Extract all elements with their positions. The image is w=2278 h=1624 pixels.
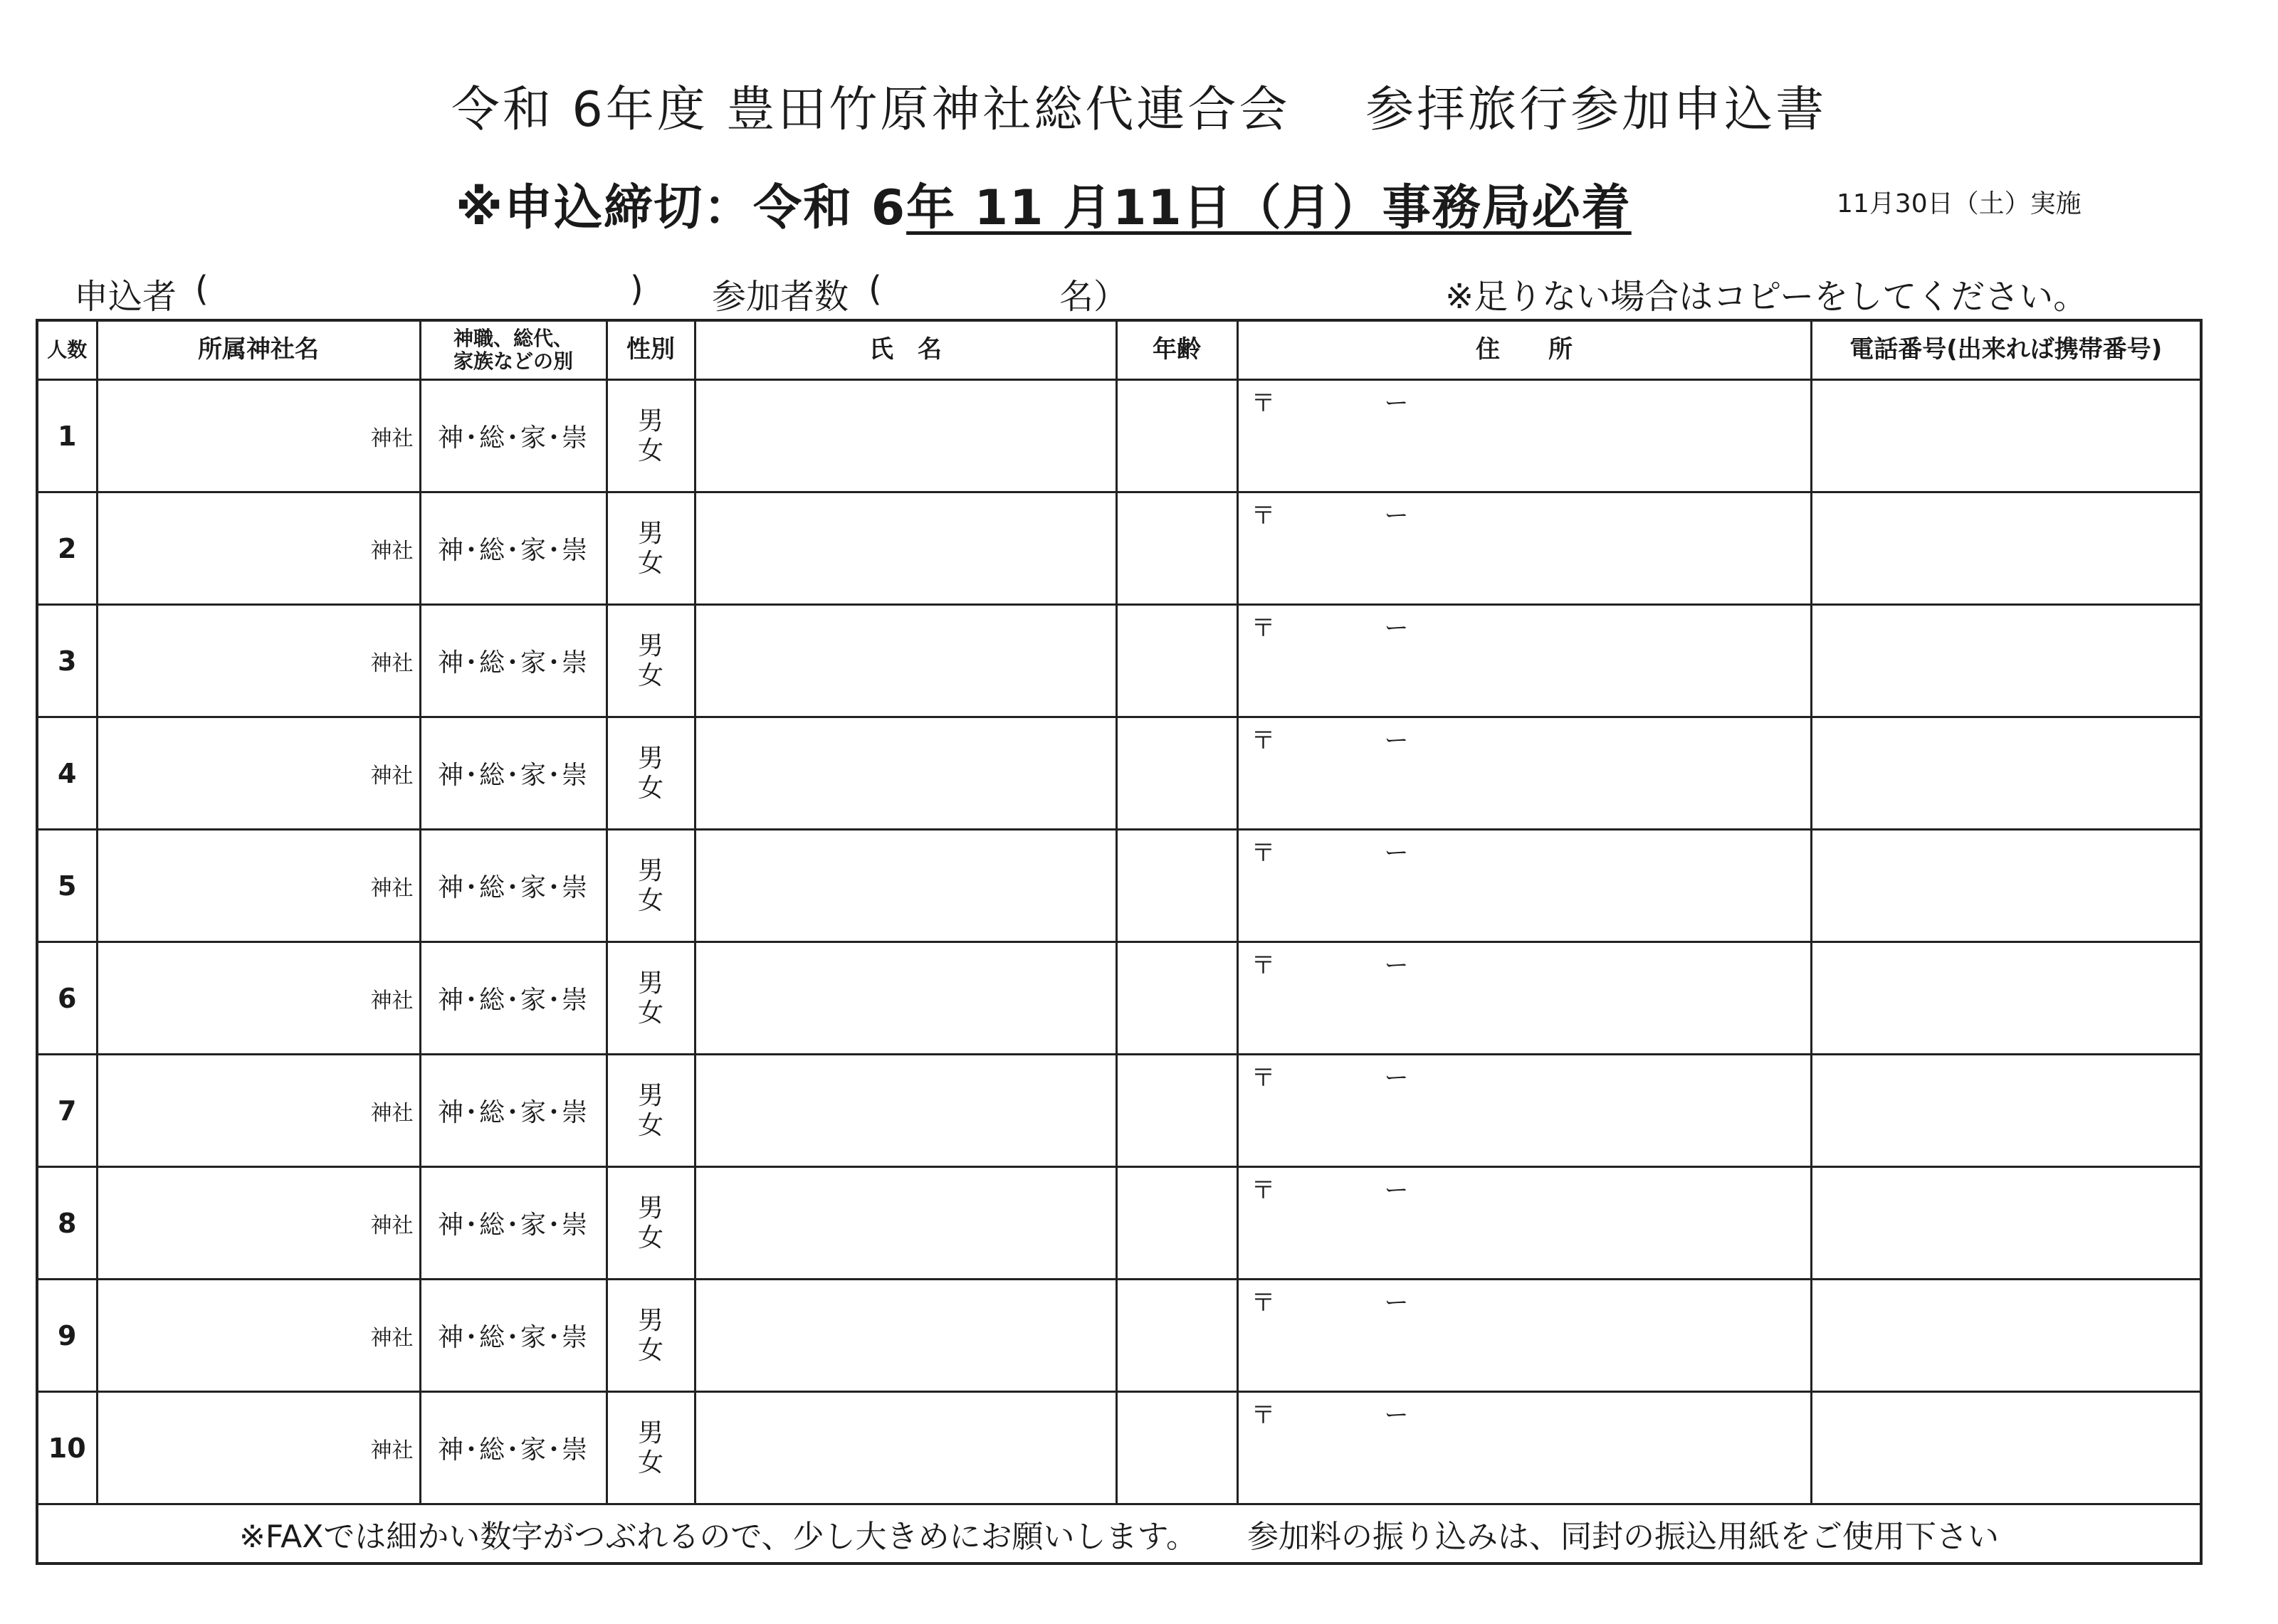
phone-field[interactable] <box>1811 830 2201 942</box>
row-number: 8 <box>37 1167 97 1280</box>
role-field[interactable] <box>420 942 607 1055</box>
address-field[interactable] <box>1237 830 1811 942</box>
role-field[interactable] <box>420 830 607 942</box>
sex-field[interactable] <box>607 1055 695 1167</box>
role-options: 神･総･家･崇 <box>437 761 589 790</box>
table-row <box>37 1167 2201 1280</box>
sex-male: 男 <box>637 631 663 661</box>
postal-dash: ー <box>1384 1064 1409 1092</box>
row-number: 5 <box>37 830 97 942</box>
postal-dash: ー <box>1384 727 1409 755</box>
sex-male: 男 <box>637 406 663 436</box>
row-number: 4 <box>37 717 97 830</box>
role-options: 神･総･家･崇 <box>437 648 589 677</box>
role-field[interactable] <box>420 1392 607 1504</box>
row-number: 10 <box>37 1392 97 1504</box>
age-field[interactable] <box>1116 830 1237 942</box>
phone-field[interactable] <box>1811 380 2201 492</box>
fax-note: ※FAXでは細かい数字がつぶれるので、少し大きめにお願いします。 <box>239 1519 1197 1555</box>
table-row <box>37 605 2201 717</box>
participants-open-paren: ( <box>868 269 882 309</box>
footer-notes <box>37 1504 2201 1564</box>
shrine-name-field[interactable] <box>97 942 420 1055</box>
shrine-suffix: 神社 <box>370 763 414 789</box>
header-age: 年齢 <box>1116 320 1237 380</box>
role-field[interactable] <box>420 1055 607 1167</box>
shrine-suffix: 神社 <box>370 650 414 676</box>
role-options: 神･総･家･崇 <box>437 1323 589 1352</box>
participants-unit: 名） <box>1059 277 1128 317</box>
role-field[interactable] <box>420 1280 607 1392</box>
header-sex: 性別 <box>607 320 695 380</box>
postal-mark: 〒 <box>1251 951 1276 980</box>
header-address: 住 所 <box>1237 320 1811 380</box>
sex-male: 男 <box>637 1193 663 1223</box>
postal-dash: ー <box>1384 502 1409 530</box>
role-options: 神･総･家･崇 <box>437 1098 589 1127</box>
sex-field[interactable] <box>607 605 695 717</box>
row-number: 6 <box>37 942 97 1055</box>
name-field[interactable] <box>695 1055 1116 1167</box>
shrine-suffix: 神社 <box>370 1100 414 1126</box>
shrine-suffix: 神社 <box>370 1213 414 1238</box>
title-organization: 豊田竹原神社総代連合会 <box>726 82 1291 138</box>
role-field[interactable] <box>420 380 607 492</box>
shrine-name-field[interactable] <box>97 1392 420 1504</box>
role-options: 神･総･家･崇 <box>437 1211 589 1240</box>
header-no: 人数 <box>37 320 97 380</box>
role-field[interactable] <box>420 492 607 605</box>
implementation-date: 11月30日（土）実施 <box>1837 189 2082 218</box>
phone-field[interactable] <box>1811 717 2201 830</box>
row-number: 1 <box>37 380 97 492</box>
sex-female: 女 <box>637 1448 663 1477</box>
postal-dash: ー <box>1384 839 1409 868</box>
age-field[interactable] <box>1116 380 1237 492</box>
deadline-notice <box>456 169 1632 238</box>
address-field[interactable] <box>1237 605 1811 717</box>
shrine-suffix: 神社 <box>370 988 414 1013</box>
sex-field[interactable] <box>607 1280 695 1392</box>
header-role-line2: 家族などの別 <box>453 349 573 373</box>
title-form-name: 参拝旅行参加申込書 <box>1365 82 1827 138</box>
shrine-name-field[interactable] <box>97 1167 420 1280</box>
sex-female: 女 <box>637 548 663 578</box>
header-phone: 電話番号(出来れば携帯番号) <box>1811 320 2201 380</box>
phone-field[interactable] <box>1811 1055 2201 1167</box>
table-row <box>37 1055 2201 1167</box>
header-role-line1: 神職、総代、 <box>453 326 573 350</box>
sex-field[interactable] <box>607 1392 695 1504</box>
participants-label: 参加者数 <box>712 277 849 317</box>
phone-field[interactable] <box>1811 1280 2201 1392</box>
shrine-suffix: 神社 <box>370 1325 414 1351</box>
address-field[interactable] <box>1237 717 1811 830</box>
sex-male: 男 <box>637 1081 663 1111</box>
role-options: 神･総･家･崇 <box>437 536 589 565</box>
role-field[interactable] <box>420 605 607 717</box>
table-row <box>37 717 2201 830</box>
postal-dash: ー <box>1384 1289 1409 1317</box>
postal-mark: 〒 <box>1251 389 1276 418</box>
address-field[interactable] <box>1237 380 1811 492</box>
row-number: 3 <box>37 605 97 717</box>
name-field[interactable] <box>695 605 1116 717</box>
sex-female: 女 <box>637 773 663 803</box>
shrine-name-field[interactable] <box>97 380 420 492</box>
postal-mark: 〒 <box>1251 1401 1276 1430</box>
sex-male: 男 <box>637 519 663 549</box>
sex-female: 女 <box>637 436 663 465</box>
sex-female: 女 <box>637 1110 663 1140</box>
role-options: 神･総･家･崇 <box>437 423 589 453</box>
age-field[interactable] <box>1116 1280 1237 1392</box>
shrine-name-field[interactable] <box>97 605 420 717</box>
header-name: 氏 名 <box>695 320 1116 380</box>
sex-male: 男 <box>637 969 663 998</box>
age-field[interactable] <box>1116 942 1237 1055</box>
role-options: 神･総･家･崇 <box>437 1435 589 1465</box>
age-field[interactable] <box>1116 1167 1237 1280</box>
row-number: 7 <box>37 1055 97 1167</box>
sex-female: 女 <box>637 885 663 915</box>
shrine-name-field[interactable] <box>97 1055 420 1167</box>
applicant-label: 申込者 <box>74 277 177 317</box>
applicant-open-paren: ( <box>195 269 209 309</box>
phone-field[interactable] <box>1811 492 2201 605</box>
sex-female: 女 <box>637 660 663 690</box>
address-field[interactable] <box>1237 1280 1811 1392</box>
address-field[interactable] <box>1237 1055 1811 1167</box>
table-header-row <box>37 320 2201 380</box>
sex-field[interactable] <box>607 942 695 1055</box>
name-field[interactable] <box>695 492 1116 605</box>
postal-mark: 〒 <box>1251 1289 1276 1317</box>
sex-female: 女 <box>637 1335 663 1365</box>
sex-field[interactable] <box>607 1167 695 1280</box>
postal-mark: 〒 <box>1251 727 1276 755</box>
row-number: 9 <box>37 1280 97 1392</box>
table-row <box>37 1280 2201 1392</box>
role-field[interactable] <box>420 1167 607 1280</box>
header-shrine: 所属神社名 <box>97 320 420 380</box>
postal-dash: ー <box>1384 1176 1409 1205</box>
table-row <box>37 492 2201 605</box>
name-field[interactable] <box>695 942 1116 1055</box>
shrine-name-field[interactable] <box>97 830 420 942</box>
postal-dash: ー <box>1384 614 1409 643</box>
postal-dash: ー <box>1384 1401 1409 1430</box>
postal-mark: 〒 <box>1251 1176 1276 1205</box>
table-row <box>37 942 2201 1055</box>
sex-field[interactable] <box>607 717 695 830</box>
sex-female: 女 <box>637 1223 663 1253</box>
phone-field[interactable] <box>1811 942 2201 1055</box>
application-table <box>36 319 2203 1565</box>
role-options: 神･総･家･崇 <box>437 873 589 902</box>
header-role <box>420 320 607 380</box>
postal-mark: 〒 <box>1251 502 1276 530</box>
deadline-date: 年 11 月11日（月）事務局必着 <box>906 180 1632 236</box>
shrine-suffix: 神社 <box>370 1438 414 1463</box>
address-field[interactable] <box>1237 942 1811 1055</box>
name-field[interactable] <box>695 380 1116 492</box>
shrine-name-field[interactable] <box>97 1280 420 1392</box>
address-field[interactable] <box>1237 492 1811 605</box>
name-field[interactable] <box>695 830 1116 942</box>
address-field[interactable] <box>1237 1392 1811 1504</box>
phone-field[interactable] <box>1811 605 2201 717</box>
form-title <box>0 71 2278 140</box>
postal-mark: 〒 <box>1251 614 1276 643</box>
postal-mark: 〒 <box>1251 1064 1276 1092</box>
sex-female: 女 <box>637 998 663 1028</box>
table-row <box>37 380 2201 492</box>
sex-male: 男 <box>637 744 663 774</box>
role-field[interactable] <box>420 717 607 830</box>
name-field[interactable] <box>695 1392 1116 1504</box>
footer-row <box>37 1504 2201 1564</box>
age-field[interactable] <box>1116 492 1237 605</box>
address-field[interactable] <box>1237 1167 1811 1280</box>
phone-field[interactable] <box>1811 1167 2201 1280</box>
postal-dash: ー <box>1384 951 1409 980</box>
title-year: 令和 6年度 <box>451 82 708 138</box>
sex-male: 男 <box>637 856 663 886</box>
table-row <box>37 830 2201 942</box>
row-number: 2 <box>37 492 97 605</box>
shrine-suffix: 神社 <box>370 538 414 564</box>
sex-male: 男 <box>637 1306 663 1336</box>
name-field[interactable] <box>695 1280 1116 1392</box>
name-field[interactable] <box>695 1167 1116 1280</box>
shrine-suffix: 神社 <box>370 875 414 901</box>
age-field[interactable] <box>1116 605 1237 717</box>
age-field[interactable] <box>1116 1392 1237 1504</box>
sex-field[interactable] <box>607 830 695 942</box>
postal-dash: ー <box>1384 389 1409 418</box>
table-row <box>37 1392 2201 1504</box>
sex-field[interactable] <box>607 380 695 492</box>
role-options: 神･総･家･崇 <box>437 986 589 1015</box>
copy-note: ※足りない場合はコピーをしてください。 <box>1445 277 2088 317</box>
name-field[interactable] <box>695 717 1116 830</box>
sex-field[interactable] <box>607 492 695 605</box>
payment-note: 参加料の振り込みは、同封の振込用紙をご使用下さい <box>1246 1519 1999 1555</box>
shrine-suffix: 神社 <box>370 426 414 451</box>
age-field[interactable] <box>1116 1055 1237 1167</box>
postal-mark: 〒 <box>1251 839 1276 868</box>
applicant-close-paren: ) <box>630 269 644 309</box>
sex-male: 男 <box>637 1418 663 1448</box>
shrine-name-field[interactable] <box>97 717 420 830</box>
phone-field[interactable] <box>1811 1392 2201 1504</box>
deadline-prefix: ※申込締切：令和 6 <box>456 180 907 236</box>
age-field[interactable] <box>1116 717 1237 830</box>
shrine-name-field[interactable] <box>97 492 420 605</box>
